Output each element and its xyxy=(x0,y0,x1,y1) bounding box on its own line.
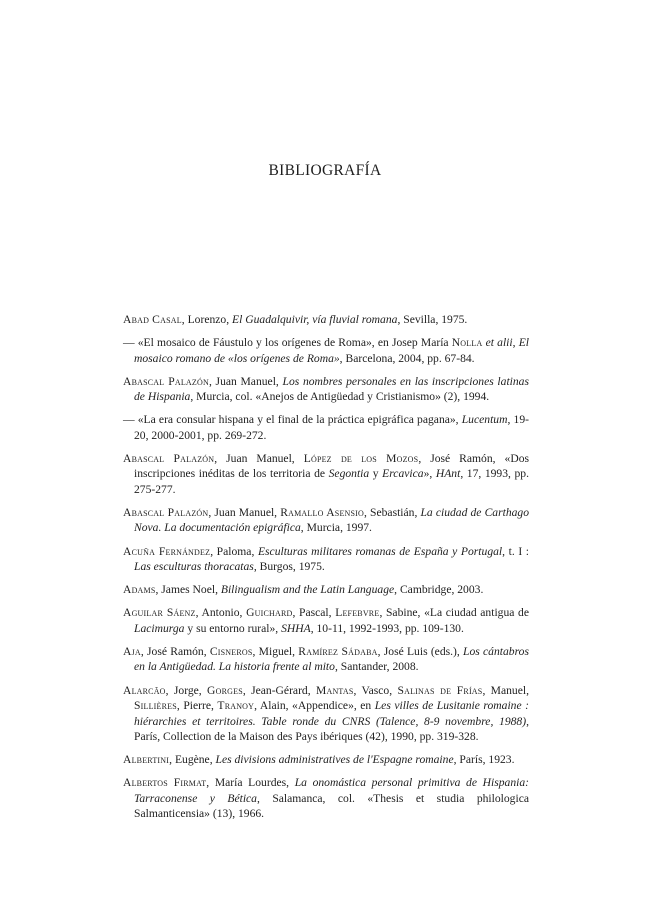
bibliography-entry xyxy=(123,505,529,536)
entry-text: , xyxy=(512,336,519,350)
bibliography-entry xyxy=(123,412,529,443)
author-name: Abascal Palazón xyxy=(123,374,209,388)
entry-text: , Murcia, 1997. xyxy=(300,521,372,535)
author-name: Cisneros xyxy=(209,645,253,659)
author-name: Ramallo Asensio xyxy=(280,506,365,520)
author-name: Gorges xyxy=(207,683,243,697)
entry-text: , Lorenzo, xyxy=(181,313,233,326)
author-name: Abad Casal xyxy=(123,313,182,326)
entry-text: , Sevilla, 1975. xyxy=(397,313,468,326)
entry-text: , José Ramón, xyxy=(140,645,210,659)
author-name: Guichard xyxy=(246,606,293,620)
entry-text: , María Lourdes, xyxy=(206,776,295,790)
work-title: La onomástica personal primitiva de Hispania: Tarraconense y Bética xyxy=(134,776,529,805)
entry-text: , José Ramón, «Dos inscripciones inéditas de los territoria de xyxy=(134,452,529,481)
author-name: Albertos Firmat xyxy=(123,776,207,790)
work-title: Las esculturas thoracatas xyxy=(134,560,254,574)
work-title: Segontia xyxy=(328,467,370,481)
work-title: SHHA xyxy=(281,621,311,635)
entry-text: , Burgos, 1975. xyxy=(253,560,325,574)
bibliography-entry xyxy=(123,312,529,327)
author-name: Aja xyxy=(123,645,141,659)
entry-text: , James Noel, xyxy=(155,583,221,597)
author-name: Alarcão xyxy=(123,683,166,697)
entry-text: , París, Collection de la Maison des Pays ibériques (42), 1990, pp. 319-328. xyxy=(134,714,529,743)
work-title: Los cántabros en la Antigüedad. La historia frente al mito xyxy=(134,645,529,674)
work-title: Los nombres personales en las inscripciones latinas de Hispania xyxy=(134,374,529,404)
entry-text: y su entorno rural», xyxy=(184,621,282,635)
bibliography-entry xyxy=(123,582,529,597)
work-title: La ciudad de Carthago Nova. La documentación epigráfica xyxy=(134,506,530,535)
author-name: Nolla xyxy=(451,336,483,350)
work-title: Lucentum xyxy=(461,413,508,427)
author-name: Mantas xyxy=(315,683,354,697)
author-name: Acuña Fernández xyxy=(123,544,211,558)
entry-text: , Manuel, xyxy=(482,683,529,697)
author-name: López de los Mozos xyxy=(303,452,419,466)
entry-text: , Juan Manuel, xyxy=(208,506,281,520)
entry-text: , París, 1923. xyxy=(453,753,515,767)
entry-text: , t. I : xyxy=(502,544,530,558)
entry-text: , Miguel, xyxy=(252,645,299,659)
bibliography-entry xyxy=(123,544,529,575)
entry-text: , Juan Manuel, xyxy=(208,374,283,388)
entry-text: , Jean-Gérard, xyxy=(242,683,316,697)
entry-text: , 17, 1993, pp. 275-277. xyxy=(134,467,529,496)
entry-text: , Jorge, xyxy=(165,683,208,697)
work-title: Ercavica xyxy=(382,467,424,481)
entry-text: , Sebastián, xyxy=(364,506,421,520)
author-name: Lefebvre xyxy=(335,606,380,620)
entry-text: , Paloma, xyxy=(210,544,258,558)
entry-text: , Juan Manuel, xyxy=(214,452,304,466)
entry-text: », xyxy=(423,467,436,481)
author-name: Abascal Palazón xyxy=(123,452,215,466)
entry-text: — «La era consular hispana y el final de la práctica epigráfica pagana», xyxy=(123,413,462,427)
bibliography-entry xyxy=(123,752,529,767)
author-name: Abascal Palazón xyxy=(123,506,209,520)
entry-text: — «El mosaico de Fáustulo y los orígenes de Roma», en Josep María xyxy=(123,336,452,350)
work-title: Les villes de Lusitanie romaine : hiérarchies et territoires. Table ronde du CNRS (Talence, 8-9 novembre, 1988) xyxy=(134,699,529,728)
bibliography-entry xyxy=(123,683,529,745)
work-title: Lacimurga xyxy=(134,621,185,635)
entry-text: , 10-11, 1992-1993, pp. 109-130. xyxy=(310,621,464,635)
bibliography-entry xyxy=(123,605,529,636)
work-title: Esculturas militares romanas de España y Portugal xyxy=(257,544,503,558)
author-name: Ramírez Sádaba xyxy=(298,645,378,659)
entry-text: , Barcelona, 2004, pp. 67-84. xyxy=(339,351,475,365)
author-name: Aguilar Sáenz xyxy=(123,606,196,620)
entry-text: , Alain, «Appendice», en xyxy=(254,699,375,713)
bibliography-entry xyxy=(123,451,529,497)
entry-text: , Salamanca, col. «Thesis et studia philologica Salmanticensia» (13), 1966. xyxy=(134,791,529,821)
bibliography-entry xyxy=(123,644,529,675)
author-name: Adams xyxy=(123,583,156,597)
entry-text: , Cambridge, 2003. xyxy=(394,583,484,597)
bibliography-list xyxy=(123,312,529,829)
entry-text: , Eugène, xyxy=(169,753,216,767)
work-title: El mosaico romano de «los orígenes de Roma» xyxy=(134,336,529,365)
work-title: et alii xyxy=(485,336,513,350)
entry-text: , Antonio, xyxy=(195,606,247,620)
entry-text: y xyxy=(369,467,383,481)
bibliography-entry xyxy=(123,775,529,821)
author-name: Albertini xyxy=(123,753,170,767)
work-title: Les divisions administratives de l'Espagne romaine xyxy=(215,753,454,767)
entry-text: , José Luis (eds.), xyxy=(377,645,464,659)
work-title: Bilingualism and the Latin Language xyxy=(220,583,395,597)
entry-text: , Santander, 2008. xyxy=(334,660,419,674)
entry-text: , Murcia, col. «Anejos de Antigüedad y Cristianismo» (2), 1994. xyxy=(190,390,490,404)
entry-text: , Pascal, xyxy=(292,606,336,620)
page-title: BIBLIOGRAFÍA xyxy=(268,162,382,179)
entry-text: , Vasco, xyxy=(353,683,398,697)
entry-text: , Pierre, xyxy=(176,699,218,713)
work-title: El Guadalquivir, vía fluvial romana xyxy=(232,313,398,326)
entry-text: , 19-20, 2000-2001, pp. 269-272. xyxy=(134,413,529,442)
author-name: Salinas de Frías xyxy=(397,683,483,697)
author-name: Tranoy xyxy=(217,699,255,713)
bibliography-entry xyxy=(123,335,529,366)
bibliography-entry xyxy=(123,374,529,405)
entry-text: , Sabine, «La ciudad antigua de xyxy=(379,606,529,620)
author-name: Sillières xyxy=(134,699,177,713)
work-title: HAnt xyxy=(435,467,461,481)
